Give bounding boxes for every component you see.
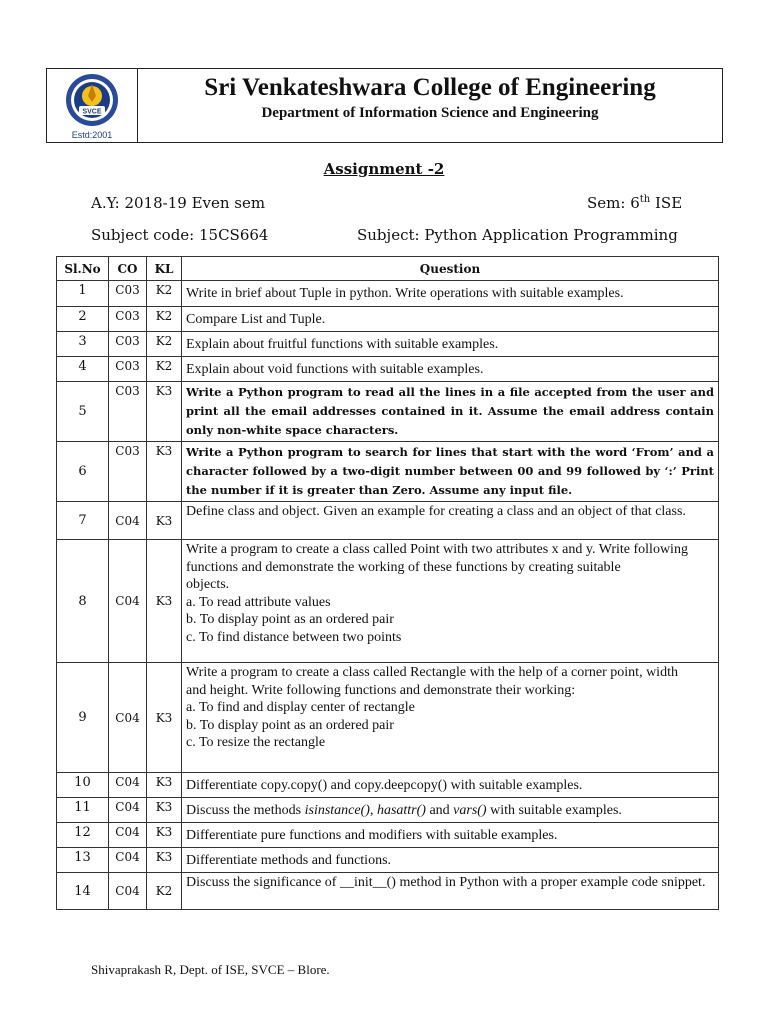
semester: Sem: 6th ISE bbox=[587, 194, 683, 212]
header-question: Question bbox=[182, 257, 719, 281]
question-text: Differentiate pure functions and modifiers with suitable examples. bbox=[182, 823, 719, 848]
table-row: 14 C04 K2 Discuss the significance of __init__() method in Python with a proper example code snippet. bbox=[57, 873, 719, 910]
assignment-title: Assignment -2 bbox=[323, 160, 445, 178]
table-row: 9 C04 K3 Write a program to create a class called Rectangle with the help of a corner point, width and height. Write following functions and demonstrate their working: a. To find and display center of rectangle b. To display point as an ordered pair c. To resize the rectangle bbox=[57, 663, 719, 773]
table-row: 11 C04 K3 Discuss the methods isinstance(), hasattr() and vars() with suitable examples. bbox=[57, 798, 719, 823]
question-text: Differentiate copy.copy() and copy.deepcopy() with suitable examples. bbox=[182, 773, 719, 798]
svce-seal-icon bbox=[63, 72, 121, 128]
department-name: Department of Information Science and Engineering bbox=[261, 105, 599, 121]
table-row: 6 C03 K3 Write a Python program to search for lines that start with the word ‘From’ and a character followed by a two-digit number between 00 and 99 followed by ‘:’ Print the number if it is greater than Zero. Assume any input file. bbox=[57, 442, 719, 502]
academic-year: A.Y: 2018-19 Even sem bbox=[91, 194, 266, 212]
header-slno: Sl.No bbox=[57, 257, 109, 281]
question-text: Write a program to create a class called Point with two attributes x and y. Write following functions and demonstrate the working of these functions by creating suitable objects. a. To read attribute values b. To display point as an ordered pair c. To find distance between two points bbox=[182, 540, 719, 663]
subject-name: Subject: Python Application Programming bbox=[357, 226, 678, 244]
question-text: Write in brief about Tuple in python. Write operations with suitable examples. bbox=[182, 281, 719, 307]
header-co: CO bbox=[109, 257, 147, 281]
table-header-row bbox=[57, 257, 719, 281]
question-text: Write a Python program to read all the lines in a file accepted from the user and print all the email addresses contained in it. Assume the email address contain only non-white space characters. bbox=[182, 382, 719, 442]
table-row: 1 C03 K2 Write in brief about Tuple in python. Write operations with suitable examples. bbox=[57, 281, 719, 307]
table-row: 5 C03 K3 Write a Python program to read all the lines in a file accepted from the user and print all the email addresses contained in it. Assume the email address contain only non-white space characters. bbox=[57, 382, 719, 442]
table-row: 3 C03 K2 Explain about fruitful functions with suitable examples. bbox=[57, 332, 719, 357]
college-logo bbox=[47, 69, 138, 142]
question-text: Write a program to create a class called Rectangle with the help of a corner point, width and height. Write following functions and demonstrate their working: a. To find and display center of rectangle b. To display point as an ordered pair c. To resize the rectangle bbox=[182, 663, 719, 773]
table-row: 12 C04 K3 Differentiate pure functions and modifiers with suitable examples. bbox=[57, 823, 719, 848]
header-box bbox=[46, 68, 723, 143]
header-title-cell bbox=[138, 69, 722, 142]
table-row: 7 C04 K3 Define class and object. Given an example for creating a class and an object of that class. bbox=[57, 502, 719, 540]
question-text: Explain about void functions with suitable examples. bbox=[182, 357, 719, 382]
logo-caption: Estd:2001 bbox=[71, 129, 113, 140]
question-text: Define class and object. Given an example for creating a class and an object of that class. bbox=[182, 502, 719, 540]
subject-code: Subject code: 15CS664 bbox=[91, 226, 269, 244]
table-row: 8 C04 K3 Write a program to create a class called Point with two attributes x and y. Write following functions and demonstrate the working of these functions by creating suitable objects. a. To read attribute values b. To display point as an ordered pair c. To find distance between two points bbox=[57, 540, 719, 663]
header-kl: KL bbox=[147, 257, 182, 281]
footer-text: Shivaprakash R, Dept. of ISE, SVCE – Blore. bbox=[91, 962, 330, 977]
question-text: Compare List and Tuple. bbox=[182, 307, 719, 332]
table-row: 4 C03 K2 Explain about void functions with suitable examples. bbox=[57, 357, 719, 382]
question-text: Write a Python program to search for lines that start with the word ‘From’ and a character followed by a two-digit number between 00 and 99 followed by ‘:’ Print the number if it is greater than Zero. Assume any input file. bbox=[182, 442, 719, 502]
questions-table bbox=[56, 256, 719, 910]
table-row: 10 C04 K3 Differentiate copy.copy() and copy.deepcopy() with suitable examples. bbox=[57, 773, 719, 798]
college-name: Sri Venkateshwara College of Engineering bbox=[204, 74, 656, 101]
question-text: Explain about fruitful functions with suitable examples. bbox=[182, 332, 719, 357]
table-row: 13 C04 K3 Differentiate methods and functions. bbox=[57, 848, 719, 873]
question-text: Differentiate methods and functions. bbox=[182, 848, 719, 873]
question-text: Discuss the significance of __init__() method in Python with a proper example code snippet. bbox=[182, 873, 719, 910]
svg-text:SVCE: SVCE bbox=[82, 108, 102, 115]
question-text: Discuss the methods isinstance(), hasattr() and vars() with suitable examples. bbox=[182, 798, 719, 823]
table-row: 2 C03 K2 Compare List and Tuple. bbox=[57, 307, 719, 332]
